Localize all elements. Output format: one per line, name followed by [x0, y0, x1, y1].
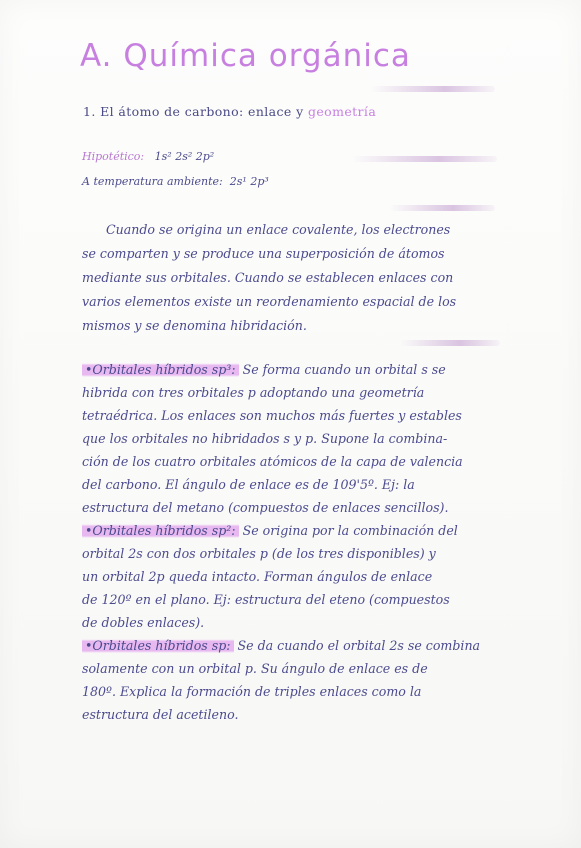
section-heading-highlight: geometría: [307, 104, 377, 119]
sp3-line: hibrida con tres orbitales p adoptando una geometría: [82, 385, 425, 400]
sp-line: Se da cuando el orbital 2s se combina: [233, 638, 481, 653]
sp3-line: Se forma cuando un orbital s se: [238, 362, 446, 377]
config-value: 1s² 2s² 2p²: [154, 150, 215, 163]
config-hypothetical: [82, 150, 214, 163]
sp-line: estructura del acetileno.: [82, 707, 239, 722]
bleed-through-mark: [352, 156, 497, 162]
sp2-line: un orbital 2p queda intacto. Forman ángulos de enlace: [82, 569, 433, 584]
paragraph-line: Cuando se origina un enlace covalente, los electrones: [106, 222, 451, 237]
sp3-line: que los orbitales no hibridados s y p. Supone la combina-: [82, 431, 448, 446]
sp-block-first-line: [82, 638, 480, 653]
paragraph-line: varios elementos existe un reordenamiento espacial de los: [82, 294, 457, 309]
bleed-through-mark: [390, 205, 495, 211]
config-room-temperature: [82, 175, 269, 188]
temp-label: A temperatura ambiente:: [82, 175, 223, 188]
sp-line: solamente con un orbital p. Su ángulo de enlace es de: [82, 661, 428, 676]
temp-value: 2s¹ 2p³: [229, 175, 269, 188]
sp3-highlight-label: •Orbitales híbridos sp³:: [82, 362, 239, 377]
bleed-through-mark: [400, 340, 500, 346]
sp-highlight-label: •Orbitales híbridos sp:: [82, 638, 234, 653]
sp3-line: tetraédrica. Los enlaces son muchos más fuertes y estables: [82, 408, 462, 423]
page-title: A. Química orgánica: [80, 38, 411, 74]
sp2-line: Se origina por la combinación del: [238, 523, 458, 538]
paragraph-line: mismos y se denomina hibridación.: [82, 318, 307, 333]
bleed-through-mark: [370, 86, 495, 92]
sp2-line: orbital 2s con dos orbitales p (de los tres disponibles) y: [82, 546, 436, 561]
section-heading: [83, 104, 376, 119]
section-heading-text: 1. El átomo de carbono: enlace y: [83, 104, 308, 119]
sp3-line: estructura del metano (compuestos de enlaces sencillos).: [82, 500, 449, 515]
sp3-line: del carbono. El ángulo de enlace es de 109'5º. Ej: la: [82, 477, 415, 492]
sp-line: 180º. Explica la formación de triples enlaces como la: [82, 684, 422, 699]
paragraph-line: se comparten y se produce una superposición de átomos: [82, 246, 445, 261]
sp2-line: de 120º en el plano. Ej: estructura del eteno (compuestos: [82, 592, 450, 607]
paragraph-line: mediante sus orbitales. Cuando se establecen enlaces con: [82, 270, 454, 285]
sp3-line: ción de los cuatro orbitales atómicos de la capa de valencia: [82, 454, 463, 469]
sp2-block-first-line: [82, 523, 458, 538]
sp2-highlight-label: •Orbitales híbridos sp²:: [82, 523, 239, 538]
sp3-block-first-line: [82, 362, 446, 377]
sp2-line: de dobles enlaces).: [82, 615, 205, 630]
config-label: Hipotético:: [82, 150, 145, 163]
